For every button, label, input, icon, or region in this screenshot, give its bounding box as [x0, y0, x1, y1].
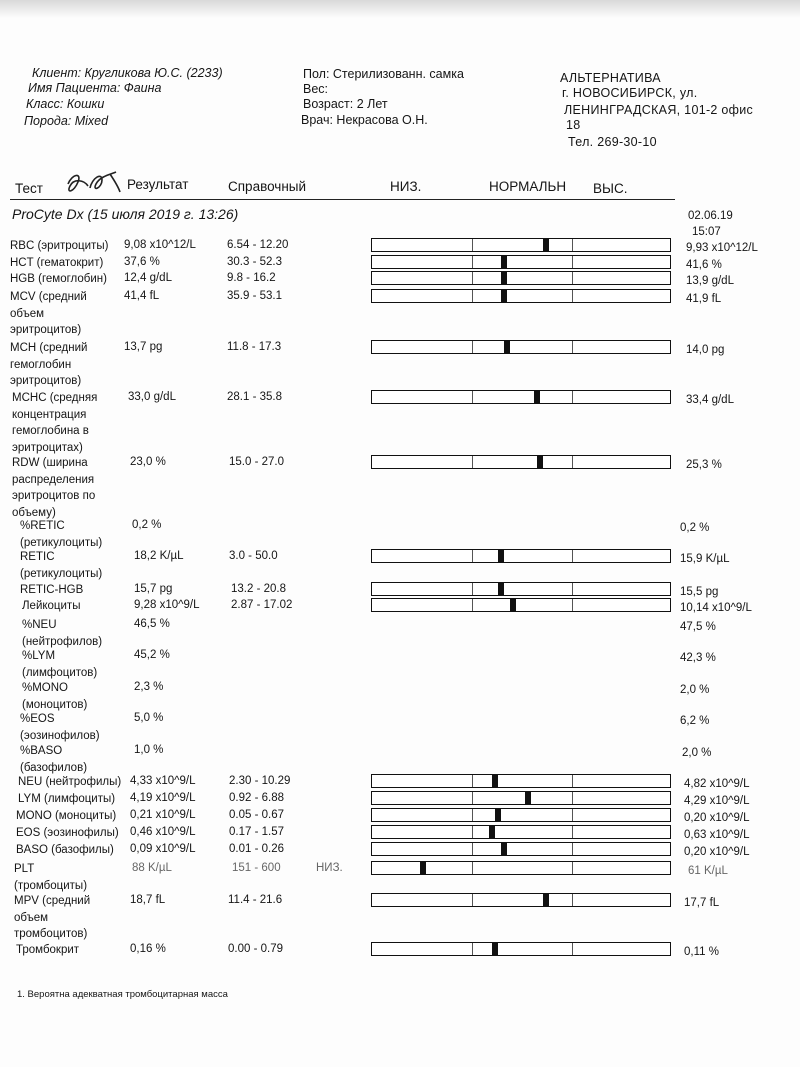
previous-result: 41,9 fL [686, 293, 722, 305]
test-name [10, 289, 87, 339]
result-value: 12,4 g/dL [124, 272, 172, 284]
doctor: Врач: Некрасова О.Н. [301, 113, 428, 127]
test-name [12, 390, 97, 456]
previous-result: 61 K/µL [688, 865, 728, 877]
result-marker [525, 792, 531, 804]
header-divider [10, 199, 675, 200]
test-name-line: концентрация [12, 408, 87, 421]
range-divider [472, 583, 473, 595]
previous-result: 2,0 % [682, 747, 712, 759]
range-bar [371, 255, 671, 269]
test-name-line: эритроцитов) [10, 375, 82, 387]
weight: Вес: [303, 82, 329, 96]
range-divider [472, 290, 473, 302]
range-divider [572, 256, 573, 268]
range-divider [472, 843, 473, 855]
reference-range: 6.54 - 12.20 [227, 239, 289, 251]
col-high: ВЫС. [593, 181, 628, 196]
reference-range: 11.8 - 17.3 [227, 341, 282, 353]
range-divider [472, 809, 473, 821]
previous-result: 6,2 % [680, 715, 710, 727]
range-divider [572, 341, 573, 353]
result-value: 18,7 fL [130, 894, 166, 906]
handwritten-mark [62, 168, 132, 198]
test-name-line: %RETIC [20, 520, 65, 532]
range-divider [572, 456, 573, 468]
test-name-line: (лимфоцитов) [22, 666, 98, 679]
range-bar [371, 598, 671, 612]
result-value: 0,21 x10^9/L [130, 809, 196, 821]
result-marker [498, 583, 504, 595]
test-name [22, 617, 102, 650]
result-value: 4,33 x10^9/L [130, 775, 196, 787]
reference-range: 35.9 - 53.1 [227, 290, 282, 302]
range-bar [371, 238, 671, 252]
reference-range: 3.0 - 50.0 [229, 550, 278, 562]
reference-range: 30.3 - 52.3 [227, 256, 282, 268]
range-divider [572, 775, 573, 787]
result-marker [495, 809, 501, 821]
test-name-line: гемоглобина в [12, 425, 89, 437]
range-divider [472, 391, 473, 403]
test-name-line: (нейтрофилов) [22, 635, 103, 648]
reference-range: 11.4 - 21.6 [228, 894, 283, 906]
test-name-line: объему) [12, 506, 56, 519]
range-bar [371, 582, 671, 596]
test-name [22, 598, 80, 615]
sex: Пол: Стерилизованн. самка [303, 67, 464, 81]
clinic-phone: Тел. 269-30-10 [568, 135, 657, 149]
col-result: Результат [127, 177, 189, 192]
result-marker [492, 775, 498, 787]
range-bar [371, 842, 671, 856]
range-divider [572, 583, 573, 595]
result-value: 0,46 x10^9/L [130, 826, 196, 838]
test-name-line: MONO (моноциты) [16, 810, 117, 822]
range-divider [572, 290, 573, 302]
previous-result: 4,29 x10^9/L [684, 795, 750, 807]
result-marker [501, 290, 507, 302]
range-divider [472, 826, 473, 838]
result-value: 41,4 fL [124, 290, 160, 302]
range-divider [472, 341, 473, 353]
result-value: 88 K/µL [132, 862, 172, 874]
test-name [10, 340, 87, 390]
test-name-line: LYM (лимфоциты) [18, 793, 116, 805]
range-divider [472, 775, 473, 787]
range-divider [472, 599, 473, 611]
reference-range: 0.00 - 0.79 [228, 943, 283, 955]
range-divider [472, 943, 473, 955]
previous-result: 13,9 g/dL [686, 275, 734, 287]
test-name [22, 648, 97, 681]
col-reference: Справочный [228, 179, 307, 194]
range-divider [472, 456, 473, 468]
prev-time: 15:07 [692, 226, 721, 238]
col-normal: НОРМАЛЬН [489, 179, 567, 194]
test-name-line: Тромбокрит [16, 944, 80, 956]
test-name [20, 711, 100, 744]
test-name-line: EOS (эозинофилы) [16, 827, 119, 839]
test-name-line: MCH (средний [10, 342, 88, 354]
result-marker [510, 599, 516, 611]
previous-result: 17,7 fL [684, 897, 720, 909]
result-marker [420, 862, 426, 874]
result-value: 13,7 pg [124, 341, 163, 353]
range-bar [371, 271, 671, 285]
range-divider [572, 391, 573, 403]
range-bar [371, 942, 671, 956]
range-divider [572, 862, 573, 874]
range-divider [572, 599, 573, 611]
test-name [20, 518, 102, 551]
previous-result: 15,9 K/µL [680, 553, 730, 565]
patient-name: Имя Пациента: Фаина [28, 81, 162, 95]
range-bar [371, 340, 671, 354]
test-name-line: RETIC [20, 551, 55, 563]
reference-range: 13.2 - 20.8 [231, 583, 286, 595]
test-name [18, 791, 115, 808]
range-divider [572, 272, 573, 284]
range-divider [572, 239, 573, 251]
range-bar [371, 861, 671, 875]
result-marker [501, 843, 507, 855]
range-divider [572, 843, 573, 855]
result-value: 0,09 x10^9/L [130, 843, 196, 855]
test-name-line: Лейкоциты [22, 600, 81, 612]
test-name [10, 255, 103, 272]
reference-range: 0.01 - 0.26 [229, 843, 284, 855]
test-name [20, 743, 87, 776]
reference-range: 2.30 - 10.29 [229, 775, 291, 787]
result-marker [501, 256, 507, 268]
result-marker [489, 826, 495, 838]
test-name-line: эритроцитов) [10, 324, 82, 336]
flag-low: НИЗ. [316, 862, 343, 874]
range-bar [371, 390, 671, 404]
test-name [10, 271, 107, 288]
client: Клиент: Кругликова Ю.С. (2233) [32, 66, 223, 80]
footnote: 1. Вероятна адекватная тромбоцитарная масса [17, 989, 228, 1000]
result-marker [498, 550, 504, 562]
range-bar [371, 455, 671, 469]
test-name-line: HCT (гематокрит) [10, 257, 104, 269]
test-name-line: %MONO [22, 682, 68, 694]
test-name-line: (моноцитов) [22, 698, 88, 711]
test-name [18, 774, 121, 791]
previous-result: 0,2 % [680, 522, 710, 534]
result-value: 18,2 K/µL [134, 550, 184, 562]
result-value: 15,7 pg [134, 583, 173, 595]
test-name-line: HGB (гемоглобин) [10, 273, 107, 285]
previous-result: 47,5 % [680, 621, 716, 633]
test-name-line: объем [10, 307, 45, 320]
test-name-line: PLT [14, 863, 35, 875]
result-value: 1,0 % [134, 744, 164, 756]
analyzer-title: ProCyte Dx (15 июля 2019 г. 13:26) [12, 206, 239, 222]
result-value: 0,16 % [130, 943, 166, 955]
reference-range: 2.87 - 17.02 [231, 599, 293, 611]
test-name [16, 842, 114, 859]
test-name-line: (ретикулоциты) [20, 567, 103, 580]
result-marker [534, 391, 540, 403]
test-name-line: распределения [12, 473, 95, 486]
test-name-line: %BASO [20, 745, 63, 757]
range-bar [371, 774, 671, 788]
range-bar [371, 549, 671, 563]
test-name [10, 238, 108, 255]
test-name [16, 942, 79, 959]
range-bar [371, 808, 671, 822]
reference-range: 9.8 - 16.2 [227, 272, 276, 284]
result-marker [501, 272, 507, 284]
range-divider [472, 256, 473, 268]
result-value: 46,5 % [134, 618, 170, 630]
range-divider [472, 272, 473, 284]
range-bar [371, 289, 671, 303]
result-value: 0,2 % [132, 519, 162, 531]
clinic-name: АЛЬТЕРНАТИВА [560, 71, 661, 85]
test-name-line: %EOS [20, 713, 55, 725]
test-name-line: BASO (базофилы) [16, 844, 114, 856]
test-name-line: MCHC (средняя [12, 392, 98, 404]
col-test: Тест [15, 181, 43, 196]
range-bar [371, 893, 671, 907]
previous-result: 9,93 x10^12/L [686, 242, 758, 254]
range-divider [572, 550, 573, 562]
test-name [20, 582, 83, 599]
range-bar [371, 791, 671, 805]
reference-range: 0.92 - 6.88 [229, 792, 284, 804]
range-divider [572, 943, 573, 955]
range-divider [572, 792, 573, 804]
test-name [22, 680, 87, 713]
previous-result: 42,3 % [680, 652, 716, 664]
test-name-line: %NEU [22, 619, 57, 631]
age: Возраст: 2 Лет [303, 97, 388, 111]
range-bar [371, 825, 671, 839]
test-name-line: эритроцитов по [12, 490, 96, 502]
result-value: 33,0 g/dL [128, 391, 176, 403]
previous-result: 0,20 x10^9/L [684, 846, 750, 858]
test-name-line: NEU (нейтрофилы) [18, 776, 122, 788]
test-name [14, 861, 87, 894]
result-value: 5,0 % [134, 712, 164, 724]
previous-result: 15,5 pg [680, 586, 719, 598]
test-name [16, 825, 119, 842]
result-marker [543, 239, 549, 251]
result-marker [504, 341, 510, 353]
test-name-line: (эозинофилов) [20, 729, 100, 742]
range-divider [472, 239, 473, 251]
range-divider [472, 792, 473, 804]
range-divider [472, 550, 473, 562]
previous-result: 4,82 x10^9/L [684, 778, 750, 790]
test-name-line: RDW (ширина [12, 457, 88, 469]
test-name [16, 808, 116, 825]
previous-result: 41,6 % [686, 259, 722, 271]
breed: Порода: Mixed [24, 114, 109, 128]
result-value: 23,0 % [130, 456, 166, 468]
clinic-city: г. НОВОСИБИРСК, ул. [562, 86, 698, 100]
clinic-office: 18 [566, 118, 581, 132]
test-name-line: %LYM [22, 650, 56, 662]
result-value: 9,28 x10^9/L [134, 599, 200, 611]
test-name [20, 549, 102, 582]
col-low: НИЗ. [390, 179, 422, 194]
range-divider [572, 894, 573, 906]
range-divider [472, 862, 473, 874]
test-name-line: MCV (средний [10, 291, 87, 303]
test-name-line: тромбоцитов) [14, 928, 88, 940]
previous-result: 25,3 % [686, 459, 722, 471]
result-value: 2,3 % [134, 681, 164, 693]
test-name-line: (тромбоциты) [14, 879, 88, 892]
test-name-line: эритроцитах) [12, 441, 83, 454]
previous-result: 10,14 x10^9/L [680, 602, 752, 614]
previous-result: 0,11 % [684, 946, 719, 958]
scan-shadow [0, 0, 800, 18]
animal-class: Класс: Кошки [26, 97, 105, 111]
result-marker [492, 943, 498, 955]
reference-range: 0.05 - 0.67 [229, 809, 284, 821]
result-marker [543, 894, 549, 906]
range-divider [572, 826, 573, 838]
test-name-line: (ретикулоциты) [20, 536, 103, 549]
test-name-line: RETIC-HGB [20, 584, 84, 596]
reference-range: 0.17 - 1.57 [229, 826, 284, 838]
reference-range: 15.0 - 27.0 [229, 456, 284, 468]
range-divider [472, 894, 473, 906]
test-name [14, 893, 90, 943]
previous-result: 0,20 x10^9/L [684, 812, 750, 824]
reference-range: 28.1 - 35.8 [227, 391, 282, 403]
previous-result: 2,0 % [680, 684, 710, 696]
result-value: 37,6 % [124, 256, 160, 268]
previous-result: 0,63 x10^9/L [684, 829, 750, 841]
result-marker [537, 456, 543, 468]
test-name-line: (базофилов) [20, 761, 88, 774]
range-divider [572, 809, 573, 821]
test-name-line: MPV (средний [14, 895, 91, 907]
clinic-street: ЛЕНИНГРАДСКАЯ, 101-2 офис [564, 103, 754, 117]
result-value: 45,2 % [134, 649, 170, 661]
test-name-line: RBC (эритроциты) [10, 240, 109, 252]
test-name-line: гемоглобин [10, 358, 72, 371]
reference-range: 151 - 600 [232, 862, 281, 874]
previous-result: 14,0 pg [686, 344, 725, 356]
result-value: 9,08 x10^12/L [124, 239, 196, 251]
previous-result: 33,4 g/dL [686, 394, 734, 406]
result-value: 4,19 x10^9/L [130, 792, 196, 804]
prev-date: 02.06.19 [688, 210, 733, 222]
test-name [12, 455, 95, 521]
test-name-line: объем [14, 911, 49, 924]
